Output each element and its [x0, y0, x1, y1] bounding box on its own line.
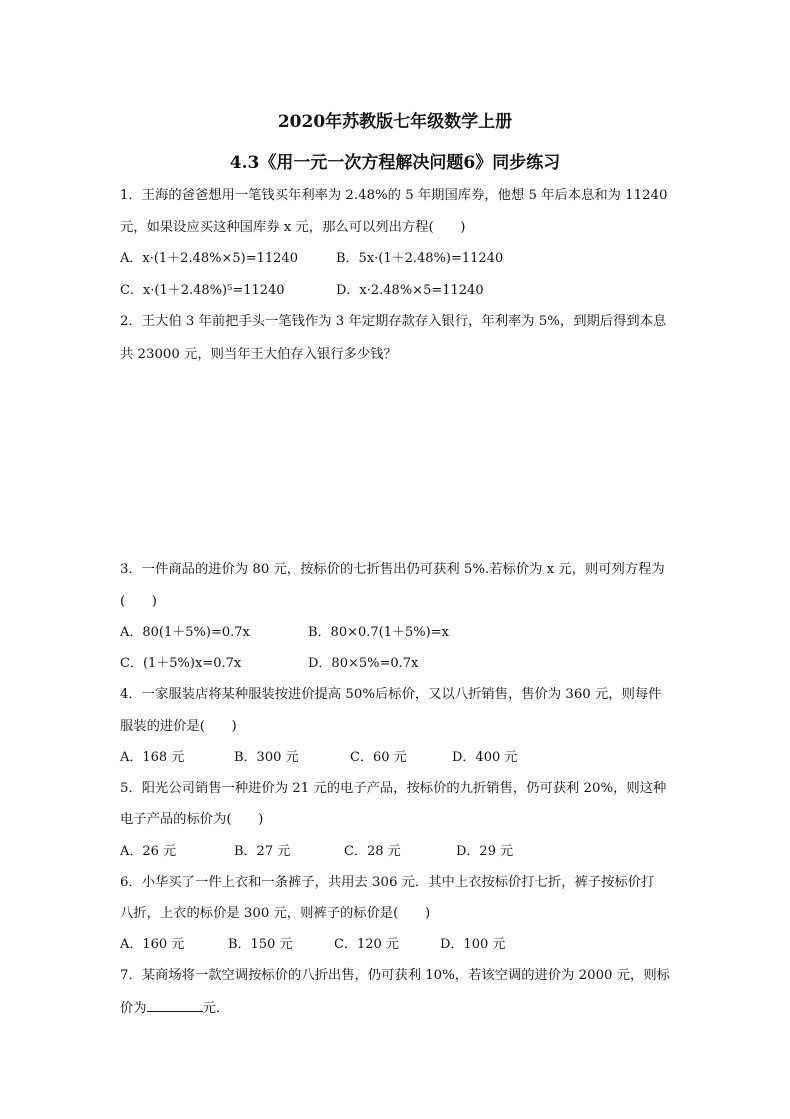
q5-option-a: A．26 元 [120, 844, 177, 859]
q3-stem-line1: 3．一件商品的进价为 80 元，按标价的七折售出仍可获利 5%.若标价为 x 元，则可列方程为 [120, 562, 665, 577]
q2-stem-line2: 共 23000 元，则当年王大伯存入银行多少钱？ [120, 347, 397, 362]
q5-option-d: D．29 元 [456, 844, 514, 859]
q7-stem-prefix: 价为 [120, 1001, 147, 1016]
q3-option-d: D．80×5%=0.7x [308, 656, 419, 671]
q3-option-a: A．80(1＋5%)=0.7x [120, 625, 250, 640]
q6-option-b: B．150 元 [228, 937, 293, 952]
q1-stem-line1: 1．王海的爸爸想用一笔钱买年利率为 2.48%的 5 年期国库券，他想 5 年后本息和为 11240 [120, 188, 668, 203]
q4-stem-line2: 服装的进价是( ) [120, 719, 237, 734]
page-title: 2020年苏教版七年级数学上册 [277, 112, 513, 132]
q4-stem-line1: 4．一家服装店将某种服装按进价提高 50%后标价，又以八折销售，售价为 360 元，则每件 [120, 687, 662, 702]
q6-option-a: A．160 元 [120, 937, 185, 952]
q4-option-d: D．400 元 [452, 750, 518, 765]
q6-stem-line2: 八折，上衣的标价是 300 元，则裤子的标价是( ) [120, 906, 431, 921]
q1-option-a: A．x·(1＋2.48%×5)=11240 [120, 251, 298, 266]
q6-option-d: D．100 元 [440, 937, 506, 952]
q3-option-b: B．80×0.7(1＋5%)=x [308, 625, 449, 640]
q7-stem-line1: 7．某商场将一款空调按标价的八折出售，仍可获利 10%，若该空调的进价为 2000 元，则标 [120, 968, 670, 983]
q5-option-b: B．27 元 [234, 844, 291, 859]
q6-option-c: C．120 元 [334, 937, 399, 952]
q3-stem-line2: ( ) [120, 594, 157, 609]
q2-stem-line1: 2．王大伯 3 年前把手头一笔钱作为 3 年定期存款存入银行，年利率为 5%，到期后得到本息 [120, 314, 667, 329]
q3-option-c: C．(1＋5%)x=0.7x [120, 656, 242, 671]
q5-stem-line2: 电子产品的标价为( ) [120, 812, 264, 827]
q5-option-c: C．28 元 [344, 844, 401, 859]
q1-option-c: C．x·(1＋2.48%)⁵=11240 [120, 283, 285, 298]
q1-stem-line2: 元，如果设应买这种国库券 x 元，那么可以列出方程( ) [120, 220, 466, 235]
q4-option-a: A．168 元 [120, 750, 185, 765]
q6-stem-line1: 6．小华买了一件上衣和一条裤子，共用去 306 元．其中上衣按标价打七折，裤子按标价打 [120, 875, 655, 890]
q4-option-b: B．300 元 [234, 750, 299, 765]
q7-answer-blank [147, 999, 203, 1012]
q1-option-b: B．5x·(1＋2.48%)=11240 [336, 251, 504, 266]
q7-stem-line2 [120, 999, 229, 1018]
page-subtitle: 4.3《用一元一次方程解决问题6》同步练习 [229, 153, 561, 173]
q5-stem-line1: 5．阳光公司销售一种进价为 21 元的电子产品，按标价的九折销售，仍可获利 20%，则这种 [120, 781, 667, 796]
q4-option-c: C．60 元 [350, 750, 407, 765]
q7-stem-suffix: 元． [202, 1001, 230, 1016]
q1-option-d: D．x·2.48%×5=11240 [336, 283, 484, 298]
